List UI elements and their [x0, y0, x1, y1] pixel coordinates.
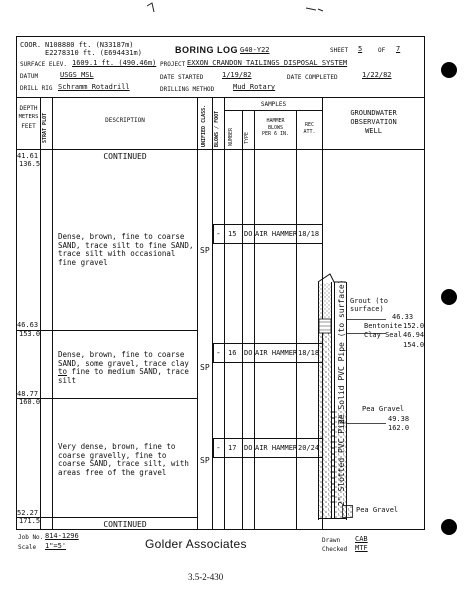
stratum-2-class: SP	[200, 363, 210, 372]
bentonite-depth-ft: 152.0	[403, 322, 425, 330]
surface-elev-value: 1609.1 ft. (490.46m)	[72, 59, 157, 67]
sheet-of-label: OF	[378, 47, 386, 54]
company-name: Golder Associates	[145, 537, 247, 551]
sample-15-blows: -	[216, 229, 221, 238]
depth-ft-2: 153.0	[19, 330, 41, 338]
depth-ft-3: 160.0	[19, 398, 41, 406]
checked-label: Checked	[322, 546, 348, 553]
sample-16-hammer: AIR HAMMER	[255, 349, 298, 357]
blows-foot-header: BLOWS / FOOT	[214, 110, 220, 147]
drilling-method-label: DRILLING METHOD	[160, 86, 215, 93]
slotted-pipe-label: 2" Slotted PVC Pipe	[337, 414, 346, 506]
sample-17-number: 17	[228, 444, 237, 452]
grout-elevation: 46.33	[392, 313, 414, 321]
pea-gravel-bottom-label: Pea Gravel	[356, 506, 399, 514]
stratum-3-description: Very dense, brown, fine to coarse gravelly, fine to coarse SAND, trace silt, with areas free of the gravel	[58, 442, 189, 477]
sample-16-rec: 18/18	[298, 349, 320, 357]
depth-header: DEPTH METERS FEET	[18, 105, 39, 130]
scale-label: Scale	[18, 544, 37, 551]
coord-label: COOR.	[20, 41, 42, 49]
date-completed-value: 1/22/82	[362, 71, 392, 79]
sheet-label: SHEET	[330, 47, 349, 54]
unified-class-header: UNIFIED CLASS.	[201, 104, 207, 147]
scale-value: 1"=5'	[45, 542, 67, 550]
sheet-number: 5	[358, 45, 363, 53]
depth-ft-bottom: 171.5	[19, 517, 41, 525]
drill-rig-label: DRILL RIG	[20, 85, 53, 92]
sample-15-hammer: AIR HAMMER	[255, 230, 298, 238]
sample-16-number: 16	[228, 349, 237, 357]
pea-gravel-elevation: 49.38	[388, 415, 410, 423]
coord-north: N108880 ft. (N33187m)	[45, 41, 134, 49]
samples-header: SAMPLES	[260, 101, 287, 108]
stratum-3-class: SP	[200, 456, 210, 465]
bentonite-label: Bentonite	[364, 322, 402, 330]
depth-m-top: 41.61	[17, 152, 39, 160]
solid-pipe-label: 2" Solid PVC Pipe (to surface)	[337, 279, 346, 424]
number-header: NUMBER	[228, 127, 234, 146]
drawn-value: CAB	[355, 535, 368, 543]
job-number-value: 814-1296	[45, 532, 79, 540]
log-title: BORING LOG	[175, 45, 238, 55]
surface-elev-label: SURFACE ELEV.	[20, 61, 67, 68]
depth-m-2: 46.63	[17, 321, 39, 329]
project-value: EXXON CRANDON TAILINGS DISPOSAL SYSTEM	[187, 59, 348, 67]
project-label: PROJECT	[160, 61, 186, 68]
hammer-header: HAMMER BLOWS PER 6 IN.	[261, 118, 290, 137]
rec-att-header: REC ATT.	[303, 122, 316, 135]
stratum-1-description: Dense, brown, fine to coarse SAND, trace silt to fine SAND, trace silt with occasional fine gravel	[58, 232, 194, 267]
description-header: DESCRIPTION	[105, 117, 145, 124]
type-header: TYPE	[244, 131, 250, 144]
page-number: 3.5-2-430	[188, 572, 224, 582]
drill-rig-value: Schramm Rotadrill	[58, 83, 130, 91]
drilling-method-value: Mud Rotary	[233, 83, 276, 91]
seal-bottom-ft: 154.0	[403, 341, 425, 349]
continued-top: CONTINUED	[103, 152, 147, 161]
sheet-total: 7	[396, 45, 401, 53]
stratum-2-description: Dense, brown, fine to coarse SAND, some gravel, trace clay to fine to medium SAND, trace silt	[58, 350, 189, 385]
sample-16-blows: -	[216, 348, 221, 357]
pea-gravel-label: Pea Gravel	[362, 405, 405, 413]
sample-17-rec: 20/24	[298, 444, 320, 452]
date-started-label: DATE STARTED	[160, 74, 204, 81]
observation-well-header: GROUNDWATER OBSERVATION WELL	[350, 109, 397, 135]
stratum-1-class: SP	[200, 246, 210, 255]
depth-m-bottom: 52.27	[17, 509, 39, 517]
strat-plot-header: STRAT PLOT	[42, 112, 48, 143]
datum-value: USGS MSL	[60, 71, 94, 79]
continued-bottom: CONTINUED	[103, 520, 147, 529]
date-started-value: 1/19/82	[222, 71, 252, 79]
bentonite-depth-m: 46.94	[403, 331, 425, 339]
pea-gravel-depth: 162.0	[388, 424, 410, 432]
sample-15-type: DO	[244, 230, 253, 238]
sample-16-type: DO	[244, 349, 253, 357]
sample-17-type: DO	[244, 444, 253, 452]
clay-seal-label: Clay Seal	[364, 331, 402, 339]
date-completed-label: DATE COMPLETED	[287, 74, 338, 81]
datum-label: DATUM	[20, 73, 39, 80]
checked-value: MTF	[355, 544, 368, 552]
drawn-label: Drawn	[322, 537, 341, 544]
sample-15-rec: 18/18	[298, 230, 320, 238]
grout-label: Grout (to surface)	[350, 297, 388, 313]
job-number-label: Job No.	[18, 534, 44, 541]
coord-east: E2278310 ft. (E694431m)	[45, 49, 142, 57]
sample-17-blows: -	[216, 443, 221, 452]
depth-ft-top: 136.5	[19, 160, 41, 168]
depth-m-3: 48.77	[17, 390, 39, 398]
sample-17-hammer: AIR HAMMER	[255, 444, 298, 452]
boring-id: G40-Y22	[240, 46, 270, 54]
sample-15-number: 15	[228, 230, 237, 238]
